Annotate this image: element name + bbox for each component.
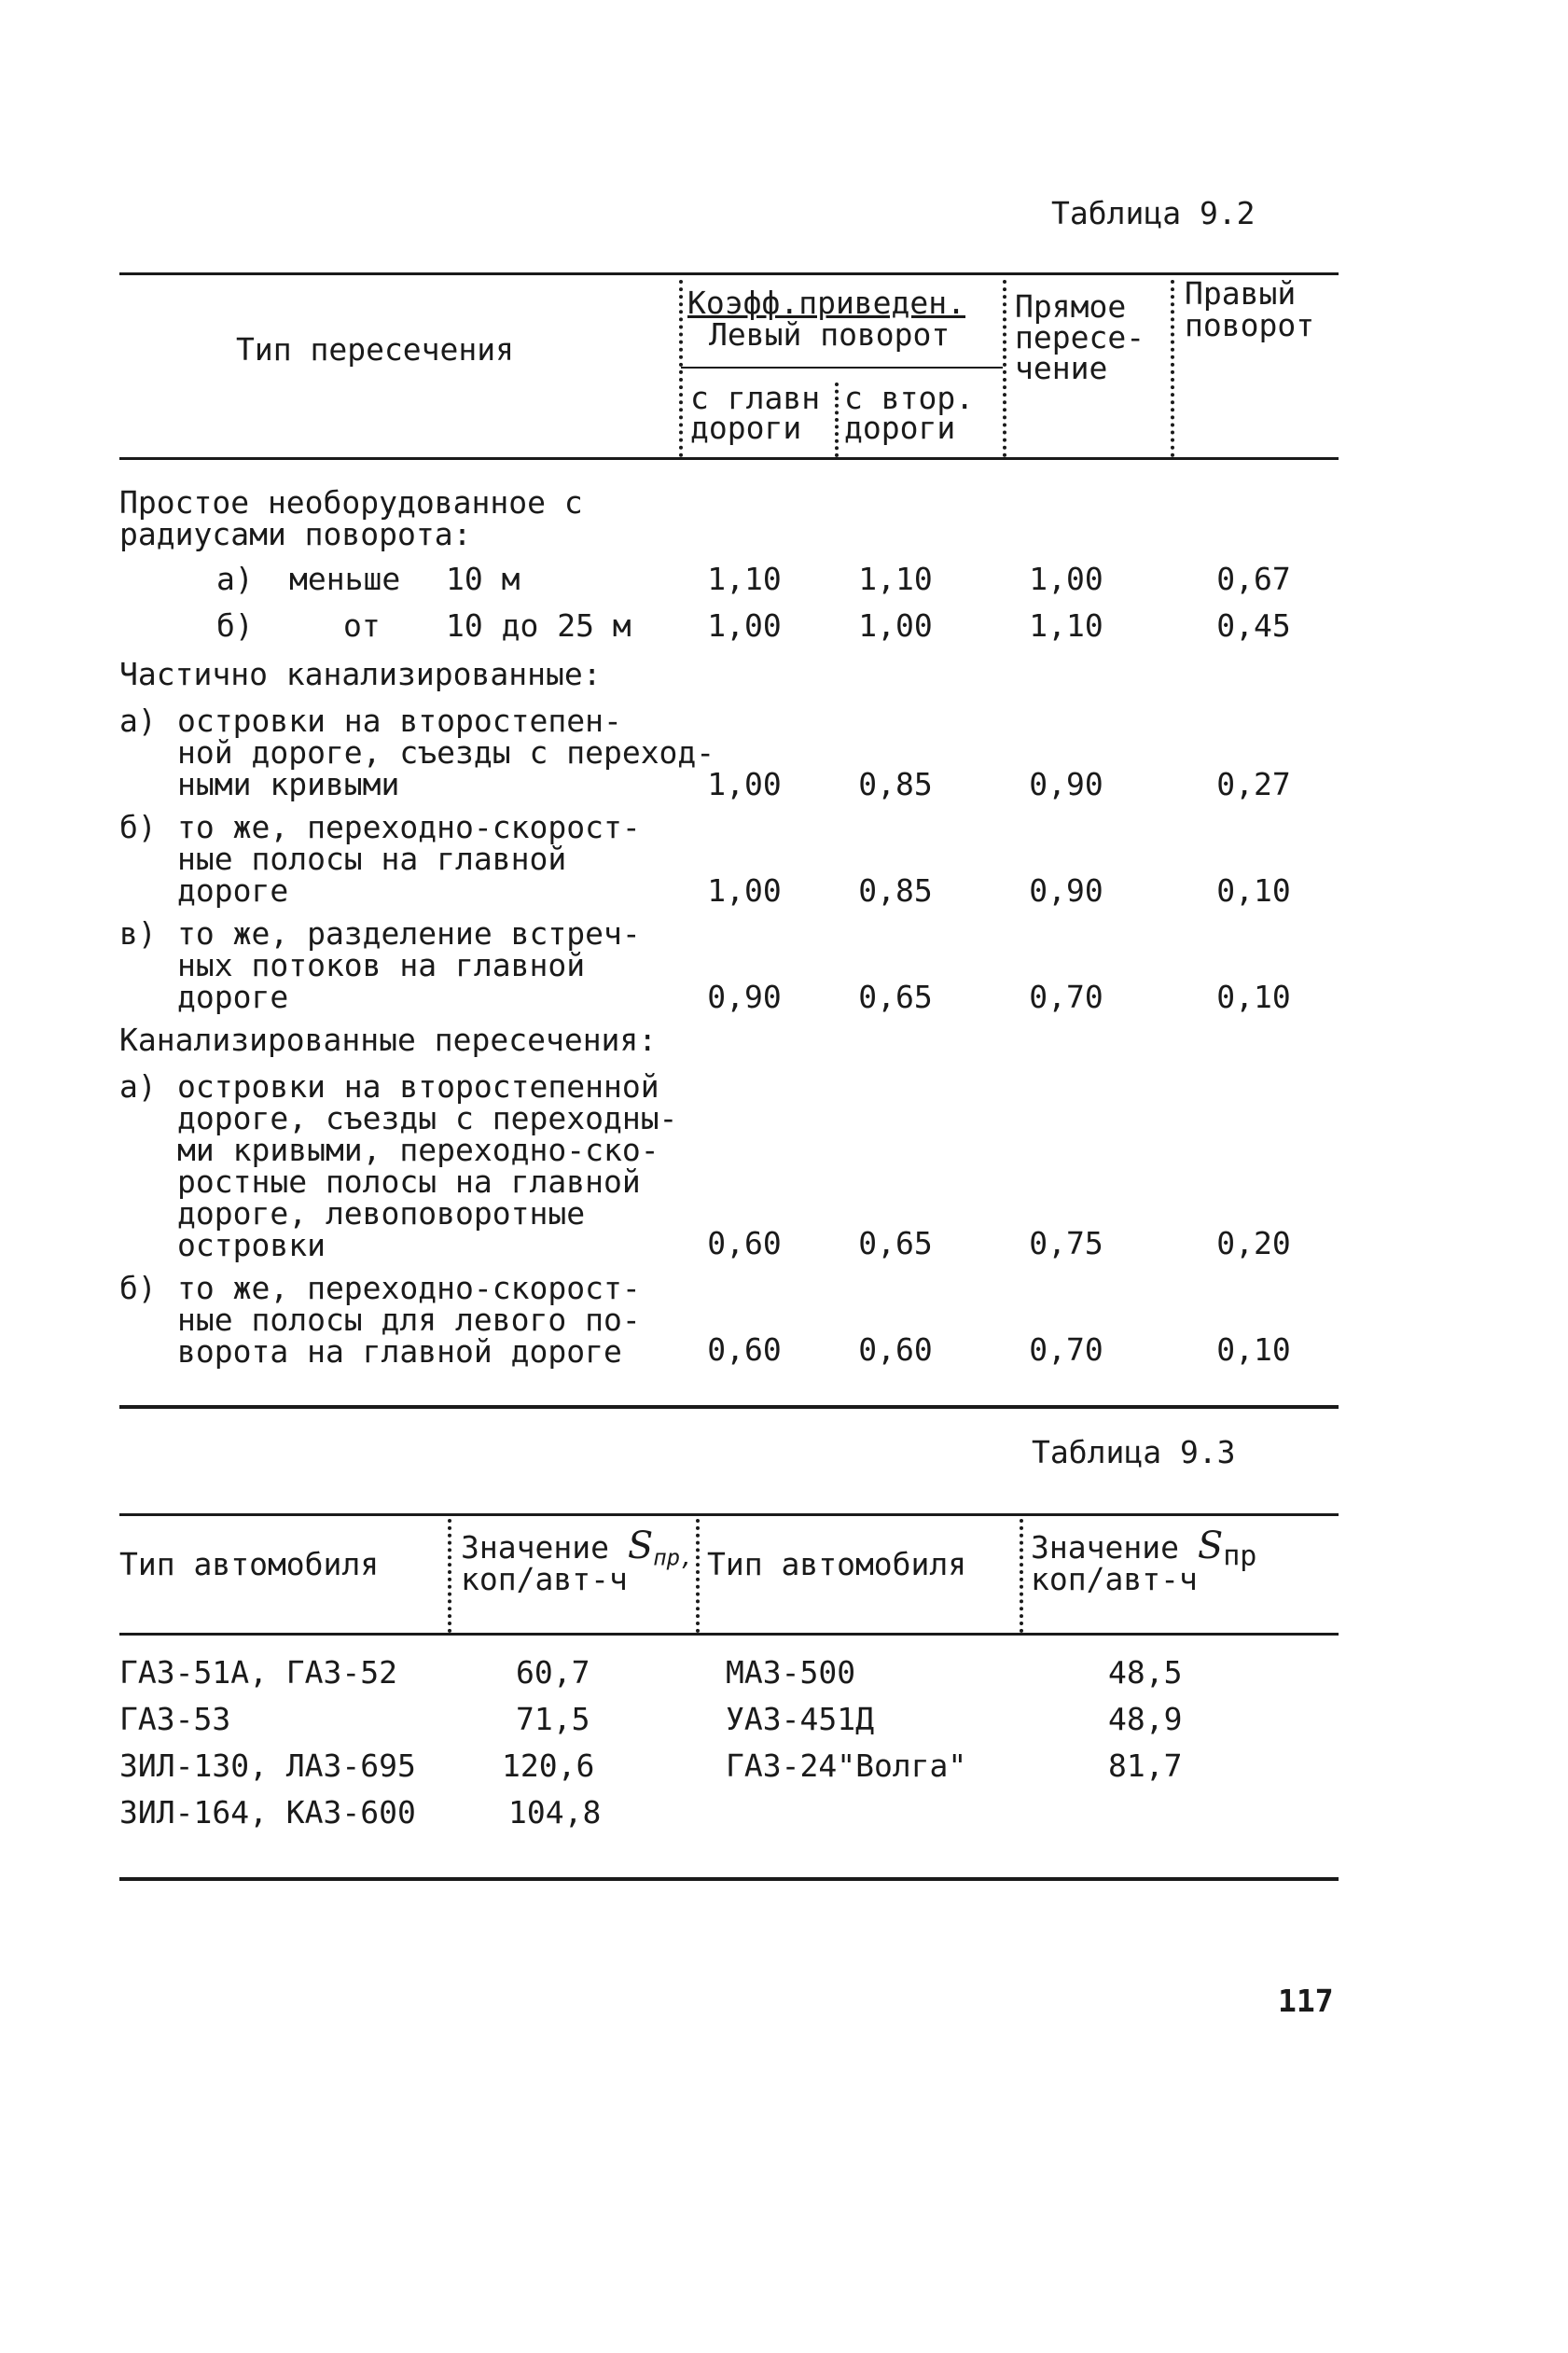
t93-header-unit-2: коп/авт-ч (1031, 1561, 1198, 1597)
header-from-main-2: дороги (690, 410, 802, 446)
t93-row3-val1: 120,6 (502, 1747, 595, 1784)
t93-row2-val2: 48,9 (1108, 1701, 1183, 1737)
row-c2-c3: 0,70 (1029, 979, 1103, 1015)
row-a3-prefix: а) (119, 1068, 157, 1105)
table-9-2-header-rule (119, 457, 1339, 460)
row-b3-line3: ворота на главной дороге (177, 1333, 622, 1370)
row-a3-c4: 0,20 (1216, 1225, 1291, 1261)
section-partial: Частично канализированные: (119, 656, 602, 692)
row-a3-c3: 0,75 (1029, 1225, 1103, 1261)
row-b3-c4: 0,10 (1216, 1331, 1291, 1368)
row-a3-line3: ми кривыми, переходно-ско- (177, 1132, 659, 1168)
row-a3-line2: дороге, съезды с переходны- (177, 1100, 678, 1136)
row-a3-line1: островки на второстепенной (177, 1068, 659, 1105)
t93-row1-val1: 60,7 (516, 1654, 590, 1691)
row-a2-c1: 1,00 (707, 766, 782, 802)
row-b1-c4: 0,45 (1216, 607, 1291, 644)
row-b2-c3: 0,90 (1029, 872, 1103, 909)
row-a3-line5: дороге, левоповоротные (177, 1195, 586, 1232)
t93-header-type-1: Тип автомобиля (119, 1546, 380, 1582)
t93-row4-car1: ЗИЛ-164, КАЗ-600 (119, 1794, 416, 1831)
t93-divider-3 (1020, 1519, 1023, 1633)
t93-row4-val1: 104,8 (508, 1794, 602, 1831)
header-divider-3 (1171, 280, 1174, 457)
t93-row2-car1: ГАЗ-53 (119, 1701, 231, 1737)
row-a2-line3: ными кривыми (177, 766, 400, 802)
row-c2-line1: то же, разделение встреч- (177, 915, 641, 952)
row-b1-val: 10 до 25 м (446, 607, 631, 644)
row-b3-c2: 0,60 (858, 1331, 933, 1368)
s-pr-symbol-1: S (627, 1525, 654, 1567)
header-divider-1 (679, 280, 683, 457)
t93-row1-val2: 48,5 (1108, 1654, 1183, 1691)
table-9-2-top-rule (119, 272, 1339, 275)
row-b1-c3: 1,10 (1029, 607, 1103, 644)
row-b3-c1: 0,60 (707, 1331, 782, 1368)
t93-header-unit-1: коп/авт-ч (461, 1561, 628, 1597)
t93-row2-val1: 71,5 (516, 1701, 590, 1737)
row-b1-prefix: б) (216, 607, 254, 644)
t93-divider-1 (448, 1519, 451, 1633)
section-channelized: Канализированные пересечения: (119, 1022, 658, 1058)
row-c2-c4: 0,10 (1216, 979, 1291, 1015)
table-9-2-caption: Таблица 9.2 (1051, 195, 1256, 231)
t93-row1-car1: ГАЗ-51А, ГАЗ-52 (119, 1654, 398, 1691)
row-b3-c3: 0,70 (1029, 1331, 1103, 1368)
t93-row3-car1: ЗИЛ-130, ЛАЗ-695 (119, 1747, 416, 1784)
row-a2-c3: 0,90 (1029, 766, 1103, 802)
header-straight-2: пересе- (1015, 319, 1145, 355)
header-from-main-1: с главн (690, 380, 821, 416)
row-a1-val: 10 м (446, 561, 520, 597)
row-a2-line2: ной дороге, съезды с переход- (177, 734, 715, 771)
row-a3-c1: 0,60 (707, 1225, 782, 1261)
section-simple-line1: Простое необорудованное с (119, 484, 583, 521)
s-pr-symbol-2: S (1197, 1525, 1224, 1567)
row-c2-prefix: в) (119, 915, 157, 952)
t93-row1-car2: МАЗ-500 (726, 1654, 856, 1691)
table-9-2-bottom-rule (119, 1405, 1339, 1409)
header-right-1: Правый (1185, 275, 1297, 312)
row-a1-c1: 1,10 (707, 561, 782, 597)
row-c2-c1: 0,90 (707, 979, 782, 1015)
row-b3-prefix: б) (119, 1270, 157, 1306)
row-c2-line2: ных потоков на главной (177, 947, 586, 983)
row-a1-c2: 1,10 (858, 561, 933, 597)
row-c2-c2: 0,65 (858, 979, 933, 1015)
row-b2-prefix: б) (119, 809, 157, 845)
row-c2-line3: дороге (177, 979, 289, 1015)
row-a2-c2: 0,85 (858, 766, 933, 802)
row-b2-c4: 0,10 (1216, 872, 1291, 909)
header-type-of-intersection: Тип пересечения (236, 331, 515, 368)
row-b2-c2: 0,85 (858, 872, 933, 909)
header-straight-3: чение (1015, 350, 1108, 386)
table-9-3-top-rule (119, 1513, 1339, 1516)
row-b1-c1: 1,00 (707, 607, 782, 644)
t93-row2-car2: УАЗ-451Д (726, 1701, 874, 1737)
row-b3-line2: ные полосы для левого по- (177, 1302, 641, 1338)
row-a2-line1: островки на второстепен- (177, 703, 622, 739)
header-from-sec-2: дороги (844, 410, 956, 446)
row-b3-line1: то же, переходно-скорост- (177, 1270, 641, 1306)
t93-row3-val2: 81,7 (1108, 1747, 1183, 1784)
row-b2-c1: 1,00 (707, 872, 782, 909)
t93-header-value-1: Значение $S_{пр,}$ (461, 1525, 694, 1571)
row-a2-prefix: а) (119, 703, 157, 739)
header-straight-1: Прямое (1015, 288, 1127, 325)
row-a1-text: меньше (289, 561, 401, 597)
table-9-3-bottom-rule (119, 1877, 1339, 1881)
header-left-turn: Левый поворот (709, 316, 951, 353)
row-a3-c2: 0,65 (858, 1225, 933, 1261)
row-a1-prefix: а) (216, 561, 254, 597)
t93-row3-car2: ГАЗ-24"Волга" (726, 1747, 967, 1784)
t93-header-value-2: Значение $S_{пр}$ (1031, 1525, 1257, 1573)
table-9-3-caption: Таблица 9.3 (1032, 1434, 1236, 1470)
page-number: 117 (1278, 1983, 1334, 2019)
row-a3-line4: ростные полосы на главной (177, 1163, 641, 1200)
row-b1-text: от (343, 607, 381, 644)
row-a2-c4: 0,27 (1216, 766, 1291, 802)
header-divider-2 (1003, 280, 1006, 457)
row-b1-c2: 1,00 (858, 607, 933, 644)
row-a3-line6: островки (177, 1227, 326, 1263)
row-b2-line3: дороге (177, 872, 289, 909)
row-a1-c3: 1,00 (1029, 561, 1103, 597)
header-right-2: поворот (1185, 307, 1315, 343)
row-a1-c4: 0,67 (1216, 561, 1291, 597)
header-divider-4 (835, 383, 839, 457)
section-simple-line2: радиусами поворота: (119, 516, 472, 552)
t93-divider-2 (696, 1519, 700, 1633)
header-left-turn-rule (681, 367, 1003, 369)
row-b2-line1: то же, переходно-скорост- (177, 809, 641, 845)
header-from-sec-1: с втор. (844, 380, 975, 416)
table-9-3-header-rule (119, 1633, 1339, 1636)
row-b2-line2: ные полосы на главной (177, 841, 567, 877)
t93-header-type-2: Тип автомобиля (707, 1546, 967, 1582)
header-coeff-group: Коэфф.приведен. (687, 285, 966, 321)
